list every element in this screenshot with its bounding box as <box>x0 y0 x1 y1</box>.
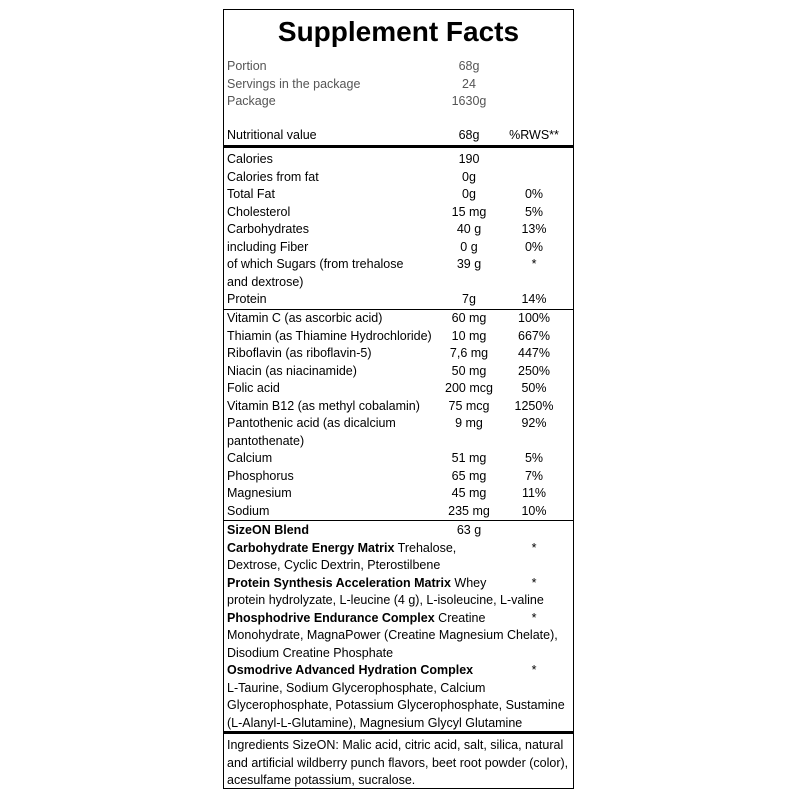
blend-header-row <box>224 522 573 540</box>
nutrient-rws: 100% <box>518 311 550 325</box>
nutrient-rws: 13% <box>521 222 547 236</box>
nutrient-rws: 0% <box>524 239 544 254</box>
nutrient-amount: 0g <box>462 169 476 184</box>
meta-label: Portion <box>227 59 267 73</box>
nutrient-amount: 7g <box>462 292 476 306</box>
nutrient-amount: 39 g <box>456 257 482 271</box>
nutrient-amount: 190 <box>458 152 480 166</box>
meta-value: 1630g <box>451 94 487 108</box>
blend-item-name: Phosphodrive Endurance Complex <box>227 610 435 625</box>
nutrient-row <box>224 291 573 309</box>
nutrient-amount: 10 mg <box>451 328 487 343</box>
meta-row-servings <box>224 76 573 94</box>
blend-item-name: Carbohydrate Energy Matrix <box>227 540 395 555</box>
nutrient-amount: 0g <box>462 187 476 201</box>
nutrient-row <box>224 221 573 239</box>
blend-item-desc: Monohydrate, MagnaPower (Creatine Magnesium Chelate), Disodium Creatine Phosphate <box>227 628 558 660</box>
nutrient-row <box>224 468 573 486</box>
nutrient-amount: 45 mg <box>451 486 487 500</box>
nutrient-label: Folic acid <box>227 381 280 395</box>
nutrient-rws: 5% <box>524 204 544 219</box>
header-amount: 68g <box>458 128 480 142</box>
nutrient-label: Total Fat <box>227 187 275 201</box>
nutrient-amount: 15 mg <box>451 204 487 219</box>
nutrient-amount: 7,6 mg <box>449 346 489 360</box>
blend-item-name: Protein Synthesis Acceleration Matrix <box>227 575 451 590</box>
nutrient-row <box>224 380 573 398</box>
nutrient-amount: 51 mg <box>451 451 487 465</box>
blend-item-rws: * <box>531 610 537 625</box>
blend-item-rws: * <box>531 575 537 590</box>
nutrient-amount: 40 g <box>456 222 482 236</box>
nutrient-label-continued: pantothenate) <box>227 433 305 448</box>
nutrient-rws: 92% <box>521 416 547 430</box>
nutrition-header-row <box>224 127 573 145</box>
nutrient-row <box>224 151 573 169</box>
nutrient-label: Niacin (as niacinamide) <box>227 363 357 378</box>
ingredients-text: Ingredients SizeON: Malic acid, citric acid, salt, silica, natural and artificial wildberry punch flavors, beet root powder (color), acesulfame potassium, sucralose. <box>227 738 569 787</box>
nutrient-amount: 235 mg <box>448 503 490 518</box>
divider <box>224 520 573 521</box>
nutrient-amount: 9 mg <box>455 416 483 430</box>
nutrient-rws: 447% <box>518 346 550 360</box>
blend-name: SizeON Blend <box>227 523 309 537</box>
nutrient-label: Vitamin B12 (as methyl cobalamin) <box>227 398 420 413</box>
nutrient-rws: 10% <box>521 503 547 518</box>
blend-item-rws: * <box>531 663 537 677</box>
blend-item-name: Osmodrive Advanced Hydration Complex <box>227 663 474 677</box>
nutrient-label: Pantothenic acid (as dicalcium <box>227 416 396 430</box>
nutrient-row <box>224 204 573 222</box>
nutrient-rws: 5% <box>524 451 544 465</box>
blend-item-desc: L-Taurine, Sodium Glycerophosphate, Calcium Glycerophosphate, Potassium Glycerophosphate, Sustamine (L-Alanyl-L-Glutamine), Magnesium Glycyl Glutamine <box>227 680 565 730</box>
nutrient-rws: 250% <box>518 363 550 378</box>
header-rws: %RWS** <box>509 128 559 142</box>
nutrient-label: Cholesterol <box>227 204 291 219</box>
nutrient-label: Riboflavin (as riboflavin-5) <box>227 346 372 360</box>
blend-item-rws: * <box>531 540 537 555</box>
panel-title: Supplement Facts <box>277 16 520 47</box>
nutrient-rws: 0% <box>524 187 544 201</box>
nutrient-rws: 14% <box>521 292 547 306</box>
nutrient-row <box>224 169 573 187</box>
nutrient-label: Carbohydrates <box>227 222 309 236</box>
nutrient-label: Calories from fat <box>227 169 319 184</box>
blend-amount: 63 g <box>456 523 482 537</box>
meta-row-portion <box>224 58 573 76</box>
nutrient-label: Thiamin (as Thiamine Hydrochloride) <box>227 328 432 343</box>
nutrient-row <box>224 328 573 346</box>
nutrient-label: Sodium <box>227 503 270 518</box>
nutrient-row <box>224 256 573 274</box>
header-label: Nutritional value <box>227 128 317 142</box>
nutrient-label: of which Sugars (from trehalose <box>227 257 404 271</box>
nutrient-rws: 50% <box>521 381 547 395</box>
nutrient-row <box>224 485 573 503</box>
nutrient-amount: 65 mg <box>451 468 487 483</box>
nutrient-rws: 11% <box>521 486 547 500</box>
nutrient-label: Protein <box>227 292 267 306</box>
meta-value: 24 <box>462 76 476 91</box>
meta-label: Package <box>227 94 276 108</box>
nutrient-row <box>224 450 573 468</box>
nutrient-amount: 75 mcg <box>448 398 490 413</box>
nutrient-row <box>224 239 573 257</box>
nutrient-row-continued <box>224 433 573 451</box>
blend-item-desc: protein hydrolyzate, L-leucine (4 g), L-isoleucine, L-valine <box>227 593 544 607</box>
nutrient-row-continued <box>224 274 573 292</box>
nutrient-rws: 7% <box>524 468 544 483</box>
divider-thick <box>224 731 573 734</box>
nutrient-row <box>224 186 573 204</box>
nutrient-amount: 60 mg <box>451 311 487 325</box>
meta-row-package <box>224 93 573 111</box>
nutrient-rws: 667% <box>518 328 550 343</box>
blend-item-desc-first: Trehalose, <box>394 540 457 555</box>
nutrient-row <box>224 310 573 328</box>
nutrient-row <box>224 398 573 416</box>
supplement-facts-panel <box>223 9 574 789</box>
divider-thick <box>224 145 573 148</box>
nutrient-row <box>224 415 573 433</box>
nutrient-label: Vitamin C (as ascorbic acid) <box>227 311 383 325</box>
blend-item-desc: Dextrose, Cyclic Dextrin, Pterostilbene <box>227 558 441 572</box>
nutrient-amount: 200 mcg <box>445 381 493 395</box>
nutrient-label: Calories <box>227 152 273 166</box>
nutrient-label: Phosphorus <box>227 468 294 483</box>
nutrient-label-continued: and dextrose) <box>227 274 304 289</box>
nutrient-row <box>224 345 573 363</box>
nutrient-label: Calcium <box>227 451 273 465</box>
nutrient-row <box>224 363 573 381</box>
nutrient-amount: 50 mg <box>451 363 487 378</box>
nutrient-row <box>224 503 573 521</box>
blend-item-desc-first: Creatine <box>434 610 486 625</box>
nutrient-rws: * <box>531 257 537 271</box>
nutrient-rws: 1250% <box>514 398 554 413</box>
nutrient-amount: 0 g <box>460 239 478 254</box>
nutrient-label: Magnesium <box>227 486 292 500</box>
meta-value: 68g <box>458 59 480 73</box>
meta-label: Servings in the package <box>227 76 361 91</box>
nutrient-label: including Fiber <box>227 239 309 254</box>
blend-item-desc-first: Whey <box>450 575 487 590</box>
